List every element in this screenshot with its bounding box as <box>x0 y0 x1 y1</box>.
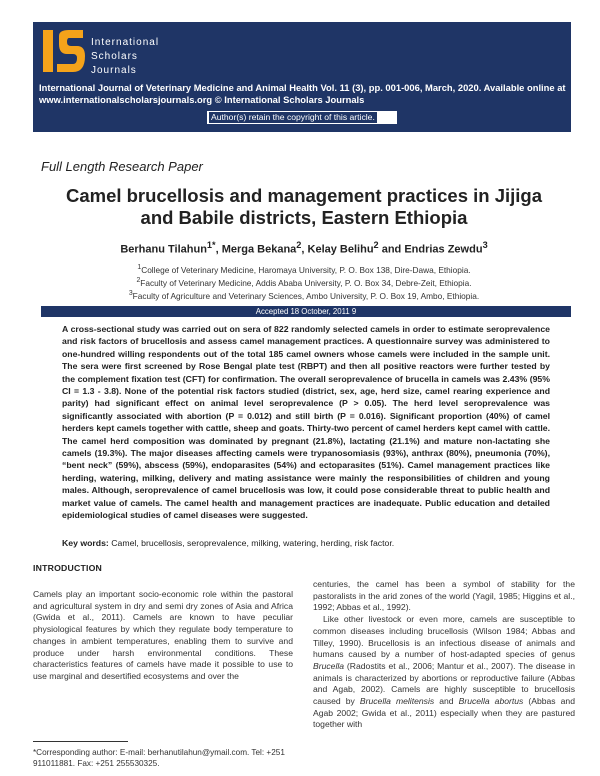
journal-name <box>91 36 159 78</box>
logo-text-line: International <box>91 37 160 48</box>
author-separator: and <box>378 243 405 256</box>
intro-left-column: Camels play an important socio-economic role within the pastoral and agricultural system in dry and semi dry zones of Asia and Africa (Gwida et al., 2011). Camels are known to have peculiar physiological features by which they regulate body temperature to changes in ambient temperatures, enabling them to survive and produce under harsh environmental conditions. These characteristics features of camels have made it possible to use to use marginal and desertified ecosystems and over the <box>33 589 293 681</box>
footnote-divider <box>33 741 128 742</box>
keywords-text: Camel, brucellosis, seroprevalence, milking, watering, herding, risk factor. <box>111 538 395 548</box>
affiliation-sup: 1 <box>137 264 142 271</box>
keywords-label: Key words: <box>62 538 109 548</box>
affiliation-sup: 2 <box>136 277 141 284</box>
affiliation <box>50 263 558 275</box>
author-name: Berhanu Tilahun <box>120 243 207 256</box>
paper-type: Full Length Research Paper <box>41 159 203 174</box>
keywords <box>62 538 550 548</box>
affiliation <box>50 276 558 288</box>
intro-paragraph <box>313 614 575 731</box>
author-separator: , <box>301 243 308 256</box>
intro-right-column <box>313 579 575 731</box>
journal-logo <box>41 28 87 76</box>
author-name: Endrias Zewdu <box>404 243 483 256</box>
accepted-date: Accepted 18 October, 2011 9 <box>41 306 571 317</box>
section-heading: INTRODUCTION <box>33 563 102 573</box>
author-name: Merga Bekana <box>221 243 297 256</box>
author-name: Kelay Belihu <box>307 243 374 256</box>
author-separator: , <box>215 243 222 256</box>
author-sup: 3 <box>482 240 488 250</box>
author-sup: 2 <box>373 240 379 250</box>
logo-icon <box>41 28 87 76</box>
species-name: Brucella melitensis <box>359 696 435 707</box>
genus-name: Brucella <box>313 660 345 671</box>
affiliation-sup: 3 <box>128 290 133 297</box>
affiliation-text: College of Veterinary Medicine, Haromaya University, P. O. Box 138, Dire-Dawa, Ethiopia. <box>141 264 471 275</box>
text-run: (Radostits et al., 2006; Mantur et al., 2007). The disease in animals is characterized by abortions or reproductive failure (Abbas and Agab, 2002). Camels are highly susceptible to brucellosis caused by <box>313 660 575 707</box>
text-run: and <box>434 696 459 707</box>
affiliation-text: Faculty of Agriculture and Veterinary Sciences, Ambo University, P. O. Box 19, Ambo, Ethiopia. <box>132 290 480 301</box>
author-sup: 2 <box>296 240 302 250</box>
journal-citation: International Journal of Veterinary Medicine and Animal Health Vol. 11 (3), pp. 001-006, March, 2020. Available online at www.internationalscholarsjournals.org © International Scholars Journals <box>39 82 566 105</box>
logo-text-line: Journals <box>91 65 137 76</box>
text-run: Like other livestock or even more, camels are susceptible to common diseases including brucellosis (Wilson 1984; Abbas and Tilley, 1990). Brucellosis is an infectious disease of animals and humans caused by a number of host-adapted species of genus <box>313 614 575 660</box>
abstract: A cross-sectional study was carried out on sera of 822 randomly selected camels in order to estimate seroprevalence and risk factors of brucellosis and assess camel management practices. A questionnaire survey was administered to one-hundred willing respondents out of the total 185 camel owners whose camels were included in the sample unit. The sera were first screened by Rose Bengal plate test (RBPT) and then all positive reactors were further tested by the complement fixation test (CFT) for confirmation. The overall seroprevalence of brucella in camels was 2.43% (95% CI = 1.3 - 3.8). None of the potential risk factors studied (district, sex, age, herd size, camel rearing experience and parity) had significant effect on animal level seroprevalence (P > 0.05). The herd level seroprevalence was significantly associated with abortion (P = 0.012) and still birth (P = 0.016). Significant proportion (40%) of camel herders kept camels together with cattle, sheep and goats. Thirty-two percent of camel herders kept camel with cattle. The camel herd composition was dominated by pregnant (21.8%), lactating (21.1%) and mature non-lactating she camels (19.3%). The major diseases affecting camels were trypanosomiasis (93%), anthrax (80%), pneumonia (70%), “bent neck” (59%), abscess (59%), endoparasites (54%) and ectoparasites (51%). Camel management practices like herding, watering, milking, delivery and mating assistance were mainly the responsibilities of children and young males. Although, seroprevalence of camel brucellosis was low, it could pose considerable threat to public health and market value of camels. The camel health and management practices are inadequate. Public education and detailed epidemiological studies of camel diseases were suggested. <box>62 324 550 521</box>
corresponding-author-footnote: *Corresponding author: E-mail: berhanutilahun@ymail.com. Tel: +251 911011881. Fax: +251 255530325. <box>33 748 285 768</box>
intro-paragraph: centuries, the camel has been a symbol of stability for the pastoralists in the arid zones of the world (Yagil, 1985; Higgins et al., 1992; Abbas et al., 1992). <box>313 579 575 613</box>
article-title: Camel brucellosis and management practices in Jijiga and Babile districts, Eastern Ethiopia <box>65 185 543 228</box>
author-list <box>50 240 558 256</box>
author-sup: 1* <box>206 240 216 250</box>
affiliation-text: Faculty of Veterinary Medicine, Addis Ababa University, P. O. Box 34, Debre-Zeit, Ethiopia. <box>140 277 472 288</box>
logo-text-line: Scholars <box>91 51 138 62</box>
species-name: Brucella abortus <box>458 696 524 707</box>
copyright-notice: Author(s) retain the copyright of this article. <box>211 112 375 122</box>
text-run: (Abbas and Agab 2002; Gwida et al., 2011) especially when they are pastured together with <box>313 696 575 730</box>
affiliation <box>50 289 558 301</box>
